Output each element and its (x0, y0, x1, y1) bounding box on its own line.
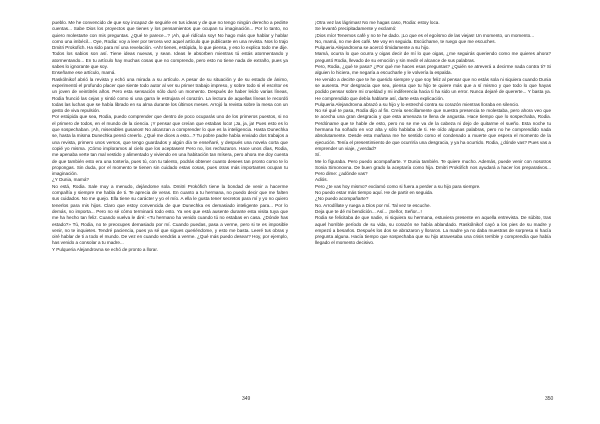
paragraph: Raskólnikof abrió la revista y echó una mirada a su artículo. A pesar de su situación y de su estado de ánimo, experimentó el profundo placer que siente todo autor al ver su primer trabajo impreso, y sobre todo si el escritor es un joven de veintitrés años. Pero esta sensación sólo duró un momento. Después de haber leído varias líneas, Rodia frunció las cejas y sintió como si una garra le estrujara el corazón. La lectura de aquellas líneas le recordó todas las luchas que se había librado en su alma durante los últimos meses. Arrojó la revista sobre la mesa con un gesto de viva repulsión. (52, 76, 288, 114)
paragraph: Por estúpida que sea, Rodia, puedo comprender que dentro de poco ocuparás uno de los primeros puestos, si no el primero de todos, en el mundo de la ciencia. ¡Y pensar que creían que estabas loco! ¡Ja, ja, ja! Pues esto es lo que sospechaban. ¡Ah, miserables gusanos! No alcanzan a comprender lo que es la inteligencia. Hasta Dunechka se, hasta la misma Dunechka pensó creerlo. ¿Qué me dices a esto...? Tu pobre padre había enviado dos trabajos a una revista, primero unos versos, que tengo guardados y algún día te enseñaré, y después una novela corta que copié yo misma. ¡Cómo imploramos al cielo que los aceptasen! Pero no, los rechazaron. Hace unos días, Rodia, me apenaba verte tan mal vestido y alimentado y viviendo en una habitación tan mísera, pero ahora me doy cuenta de que también esto era una tontería, pues tú, con tu talento, podrás obtener cuanto desees tan pronto como te lo propongas. Sin duda, por el momento te tienen sin cuidado estas cosas, pues otras más importantes ocupan tu imaginación. (52, 114, 288, 177)
paragraph: Y Pulqueria Alejandrovna se echó de pronto a llorar. (52, 246, 158, 252)
paragraph: ¡Dios mío! Tenemos café y no te he dado. ¡Lo que es el egoísmo de las viejas! Un momento, un momento... (315, 32, 534, 38)
paragraph: Mamá, ocurra lo que ocurra y oigas decir de mí lo que oigas, ¿me seguirás queriendo como me quieres ahora? preguntó Rodia, llevado de su emoción y sin medir el alcance de sus palabras. (315, 51, 551, 63)
paragraph: No sé qué te pasa, Rodia dijo al fin. Creía sencillamente que nuestra presencia te molestaba, pero ahora veo que te acecha una gran desgracia y que esta amenaza te llena de angustia. Hace tiempo que lo sospechaba, Rodia. Perdóname que te hable de esto, pero no se me va de la cabeza ni dejo de quitarme el sueño. Esta noche tu hermana ha soñado en voz alta y sólo hablaba de ti. He oído algunas palabras, pero no he comprendido nada absolutamente. Desde esta mañana me he sentido como el condenado a muerte que espera el momento de la ejecución. Tenía el presentimiento de que ocurriría una desgracia, y ya ha ocurrido. Rodia, ¿dónde vas? Pues vas a emprender un viaje, ¿verdad? (315, 108, 551, 151)
paragraph: He venido a decirte que te he querido siempre y que soy feliz al pensar que no estás sola ni siquiera cuando Dunia se ausenta. Por desgracia que sea, piensa que tu hijo te quiere más que a sí mismo y que todo lo que hayas podido pensar sobre mi crueldad y mi indiferencia hacia ti ha sido un error. Nunca dejaré de quererte... Y basta ya. He comprendido que debía hablarte así, darte esta explicación. (315, 76, 551, 101)
paragraph: Sí. (315, 152, 321, 158)
paragraph: No puedo estar más tiempo aquí. He de partir en seguida. (315, 190, 434, 196)
paragraph: Adiós. (315, 177, 328, 183)
right-page-number: 350 (545, 396, 554, 402)
paragraph: pueblo. Me he convencido de que soy incapaz de seguirle en tus ideas y de que no tengo ningún derecho a pedirte cuentas... Sabe Dios los proyectos que tienes y los pensamientos que ocupan tu imaginación... Por lo tanto, no quiero molestarte con mis preguntas. ¿Qué te parece...? ¡Ah, qué ridícula soy! No hago más que hablar y hablar como una imbécil... Oye, Rodia: voy a leer por tercera vez aquel artículo que publicaste en una revista. Nos lo trajo Dmitri Prokofich. Ha sido para mí una revelación. «Ah! tienes, estúpida, lo que piensa, y eso lo explica todo me dije. Todos los sabios son así. Tiene ideas nuevas, y sean. Ideas le absorben mientras tú estás atormentando y atormentando... En tu artículo hay muchas cosas que no comprendo, pero esto no tiene nada de extraño, pues ya sabes lo ignorante que soy. (52, 20, 288, 70)
paragraph: Pero ¿te vas hoy mismo? exclamó como si fuera a perder a su hijo para siempre. (315, 183, 481, 189)
paragraph: Enseñame ese artículo, mamá. (52, 70, 116, 76)
paragraph: No, mamá, no me des café. Me voy en seguida. Escúchame, te ruego que me escuches. (315, 38, 496, 44)
paragraph: Rodia se felicitaba de que nadie, ni siquiera su hermana, estuviera presente en aquella entrevista. De súbito, tras aquel horrible período de su vida, su corazón se había ablandado. Raskólnikof cayó a los pies de su madre y empezó a besarlos. Después los dos se abrazaron y lloraron. La madre ya no daba muestras de sorpresa ni hacía pregunta alguna. Hacía tiempo que sospechaba que su hijo atravesaba una crisis terrible y comprendía que había llegado el momento decisivo. (315, 215, 551, 246)
paragraph: Pulqueria Alejandrovna abrazó a su hijo y lo estrechó contra su corazón mientras lloraba en silencio. (315, 101, 520, 107)
paragraph: ¿No puedo acompañarte? (315, 196, 369, 202)
right-page-text (315, 20, 551, 247)
left-page-number: 349 (242, 396, 251, 402)
left-page (52, 20, 288, 400)
paragraph: No está, Rodia. Sale muy a menudo, dejándome sola. Dmitri Prokófich tiene la bondad de venir a hacerme compañía y siempre me habla de ti. Te aprecia de veras. En cuanto a tu hermana, no puedo decir que me falten sus cuidados. No me quejo. Ella tiene su carácter y yo el mío. A ella le gusta tener secretos para mí y yo no quiero tenerlos para mis hijos. Claro que estoy convencida de que Dunechka es demasiado inteligente para... Por lo demás, no importa... Pero no sé cómo terminará todo esto. Ya ves que está ausente durante esta visita tuya que me ha hecho tan feliz. Cuando vuelva le diré: «Tu hermano ha venido cuando tú no estabas en casa. ¿Dónde has estado?» Tú, Rodia, no te preocupes demasiado por mí. Cuando puedas, pasa a verme, pero si te es imposible venir, no te inquietes. Tendré paciencia, pues ya sé que sigues queriéndome, y esto me basta. Leeré tus obras y oiré hablar de ti a todo el mundo. De vez en cuando vendrás a verme. ¿Qué más puedo desear? Hoy, por ejemplo, has venido a consolar a tu madre... (52, 183, 288, 246)
paragraph: Se levantó precipitadamente y exclamó: (315, 26, 397, 32)
paragraph: ¿Y Dunia, mamá? (52, 177, 89, 183)
paragraph: Pulqueria Alejandrovna se acercó tímidamente a su hijo. (315, 45, 430, 51)
paragraph: Me lo figuraba. Pero puedo acompañarte. Y Dunia también. Te quiere mucho. Además, puede venir con nosotros Sonia Simonovna. De buen grado la aceptaría como hija. Dmitri Prokófich nos ayudará a hacer los preparativos... Pero dime: ¿adónde vas? (315, 158, 551, 177)
left-page-text (52, 20, 288, 253)
paragraph: No. Arrodíllate y ruega a Dios por mí. Tal vez te escuche. (315, 202, 431, 208)
paragraph: Pero, Rodia, ¿qué te pasa? ¿Por qué me haces esas preguntas? ¿Quién se atreverá a decirme nada contra ti? Si alguien lo hiciera, me negaría a escucharle y le volvería la espalda. (315, 64, 551, 76)
paragraph: ¡Otra vez las lágrimas! No me hagas caso, Rodia: estoy loca. (315, 20, 440, 25)
paragraph: Deja que te dé mi bendición... Así... ¡Señor, Señor...! (315, 208, 422, 214)
